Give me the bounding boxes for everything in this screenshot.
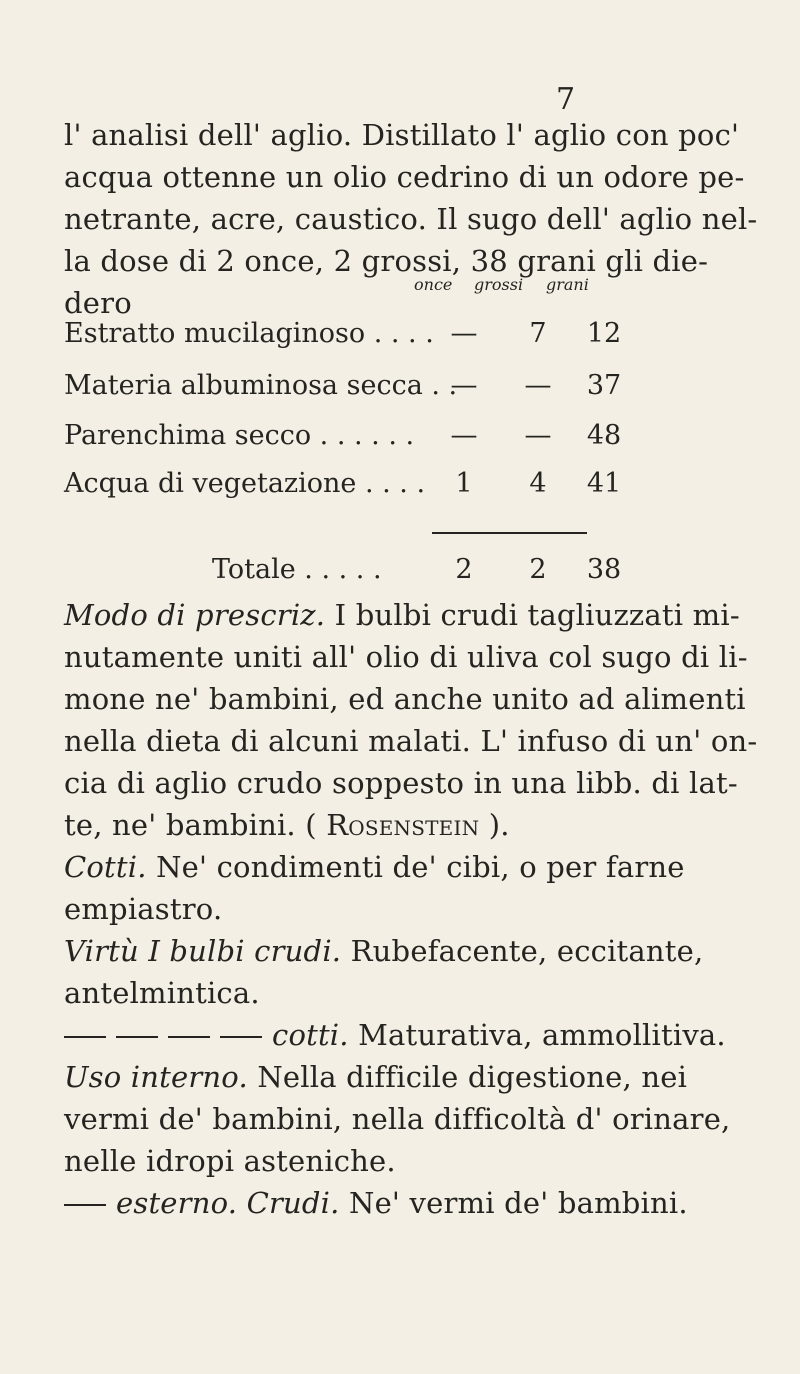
total-grani: 38 — [586, 554, 622, 585]
row-label: Parenchima secco . . . . . . — [64, 420, 415, 451]
cell-once: — — [450, 318, 478, 349]
table-row — [64, 370, 622, 404]
cell-once: — — [450, 420, 478, 451]
cell-grani: 41 — [586, 468, 622, 499]
modo-line-3: mone ne' bambini, ed anche unito ad alimenti — [64, 682, 746, 716]
virtu-cotti-line — [64, 1018, 726, 1052]
total-once: 2 — [455, 554, 473, 585]
uso-esterno-label: esterno. Crudi. — [116, 1186, 340, 1220]
intro-line-1: l' analisi dell' aglio. Distillato l' aglio con poc' — [64, 118, 740, 152]
intro-line-5: dero — [64, 286, 132, 320]
modo-last-prefix: te, ne' bambini. ( — [64, 808, 317, 842]
col-header-once: once — [414, 275, 453, 294]
uso-esterno-text: Ne' vermi de' bambini. — [349, 1186, 688, 1220]
uso-line-2: vermi de' bambini, nella difficoltà d' orinare, — [64, 1102, 731, 1136]
cell-grossi: 7 — [529, 318, 547, 349]
intro-line-3: netrante, acre, caustico. Il sugo dell' aglio nel- — [64, 202, 758, 236]
virtu-cotti-text: Maturativa, ammollitiva. — [358, 1018, 726, 1052]
uso-heading: Uso interno. — [64, 1060, 248, 1094]
ditto-dash — [220, 1036, 262, 1038]
cotti-heading: Cotti. — [64, 850, 147, 884]
page-number: 7 — [556, 82, 576, 117]
uso-esterno-line — [64, 1186, 688, 1220]
virtu-heading: Virtù — [64, 934, 139, 968]
modo-last-suffix: ). — [488, 808, 510, 842]
modo-text-1: I bulbi crudi tagliuzzati mi- — [334, 598, 740, 632]
uso-line-3: nelle idropi asteniche. — [64, 1144, 396, 1178]
author-citation: Rosenstein — [326, 808, 480, 842]
cotti-line-2: empiastro. — [64, 892, 223, 926]
virtu-line-1 — [64, 934, 703, 968]
table-total-row — [64, 554, 622, 588]
total-rule — [432, 532, 587, 534]
table-row — [64, 318, 622, 352]
cell-grani: 37 — [586, 370, 622, 401]
modo-line-5: cia di aglio crudo soppesto in una libb. di lat- — [64, 766, 738, 800]
ditto-dash — [168, 1036, 210, 1038]
cell-grani: 48 — [586, 420, 622, 451]
ditto-dash — [64, 1036, 106, 1038]
cell-grossi: — — [524, 420, 552, 451]
uso-text: Nella difficile digestione, nei — [257, 1060, 688, 1094]
modo-line-4: nella dieta di alcuni malati. L' infuso di un' on- — [64, 724, 758, 758]
row-label: Materia albuminosa secca . . — [64, 370, 458, 401]
intro-line-2: acqua ottenne un olio cedrino di un odore pe- — [64, 160, 745, 194]
cell-grossi: 4 — [529, 468, 547, 499]
row-label: Estratto mucilaginoso . . . . — [64, 318, 434, 349]
total-label: Totale . . . . . — [212, 554, 382, 585]
virtu-cotti-label: cotti. — [272, 1018, 349, 1052]
ditto-dash — [116, 1036, 158, 1038]
table-row — [64, 468, 622, 502]
cell-grani: 12 — [586, 318, 622, 349]
total-grossi: 2 — [529, 554, 547, 585]
intro-line-4: la dose di 2 once, 2 grossi, 38 grani gli die- — [64, 244, 709, 278]
cell-once: — — [450, 370, 478, 401]
col-header-grani: grani — [546, 275, 589, 294]
modo-line-6 — [64, 808, 510, 842]
row-label: Acqua di vegetazione . . . . — [64, 468, 426, 499]
virtu-line-2: antelmintica. — [64, 976, 260, 1010]
ditto-dash — [64, 1204, 106, 1206]
cotti-text: Ne' condimenti de' cibi, o per farne — [156, 850, 685, 884]
cell-once: 1 — [455, 468, 473, 499]
modo-heading: Modo di prescriz. — [64, 598, 326, 632]
cell-grossi: — — [524, 370, 552, 401]
col-header-grossi: grossi — [474, 275, 524, 294]
modo-line-2: nutamente uniti all' olio di uliva col sugo di li- — [64, 640, 748, 674]
cotti-line-1 — [64, 850, 685, 884]
virtu-text: Rubefacente, eccitante, — [350, 934, 704, 968]
modo-line-1 — [64, 598, 740, 632]
table-row — [64, 420, 622, 454]
uso-line-1 — [64, 1060, 687, 1094]
virtu-subheading: I bulbi crudi. — [148, 934, 342, 968]
